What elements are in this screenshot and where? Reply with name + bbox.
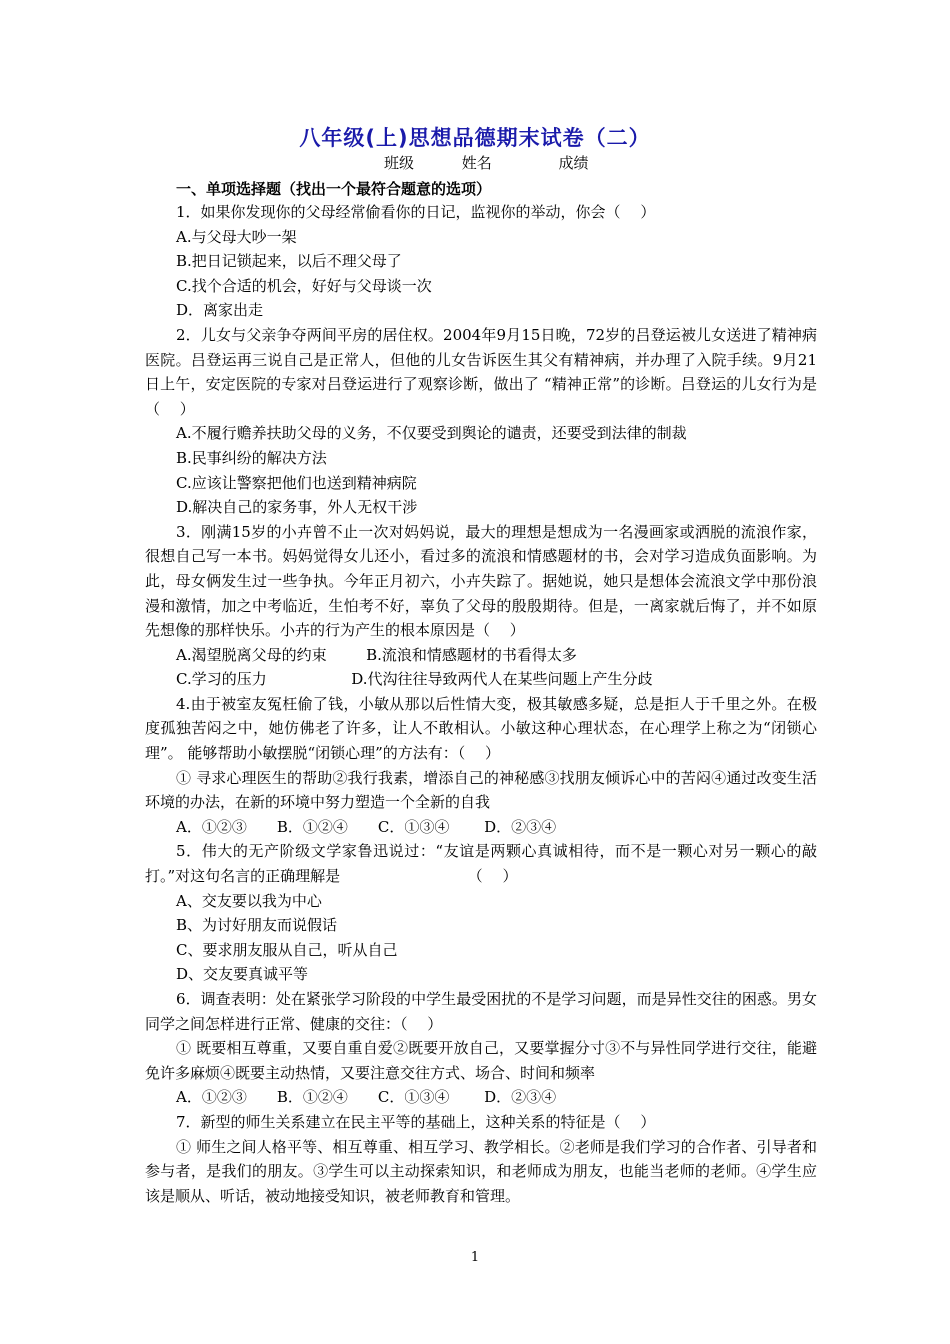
q2-option-a: A.不履行赡养扶助父母的义务，不仅要受到舆论的谴责，还要受到法律的制裁 bbox=[176, 424, 687, 443]
q7-stem: 7．新型的师生关系建立在民主平等的基础上，这种关系的特征是（ ） bbox=[176, 1112, 656, 1131]
q1-option-b: B.把日记锁起来，以后不理父母了 bbox=[176, 252, 402, 271]
q3-options-cd: C.学习的压力 D.代沟往往导致两代人在某些问题上产生分歧 bbox=[176, 670, 653, 689]
section-heading: 一、单项选择题（找出一个最符合题意的选项） bbox=[176, 180, 492, 198]
q4-stem: 4.由于被室友冤枉偷了钱，小敏从那以后性情大变，极其敏感多疑，总是拒人于千里之外。在极度孤独苦闷之中，她仿佛老了许多，让人不敢相认。小敏这种心理状态，在心理学上称之为“闭锁心理”。 能够帮助小敏摆脱“闭锁心理”的方法有：（ ） bbox=[145, 694, 817, 763]
q3-options-ab: A.渴望脱离父母的约束 B.流浪和情感题材的书看得太多 bbox=[176, 645, 577, 664]
student-info-line bbox=[384, 152, 589, 173]
q2-option-c: C.应该让警察把他们也送到精神病院 bbox=[176, 473, 417, 492]
q2-option-d: D.解决自己的家务事，外人无权干涉 bbox=[176, 498, 418, 517]
class-label: 班级 bbox=[384, 154, 415, 172]
q1-stem: 1．如果你发现你的父母经常偷看你的日记，监视你的举动，你会（ ） bbox=[176, 203, 656, 221]
q5-stem: 5．伟大的无产阶级文学家鲁迅说过：“友谊是两颗心真诚相待，而不是一颗心对另一颗心的敲打。”对这句名言的正确理解是 （ ） bbox=[145, 842, 817, 886]
q1-option-c: C.找个合适的机会，好好与父母谈一次 bbox=[176, 276, 432, 295]
q2-stem: 2．儿女与父亲争夺两间平房的居住权。2004年9月15日晚，72岁的吕登运被儿女送进了精神病医院。吕登运再三说自己是正常人，但他的儿女告诉医生其父有精神病，并办理了入院手续。9月21日上午，安定医院的专家对吕登运进行了观察诊断，做出了 “精神正常”的诊断。吕登运的儿女行为是（ ） bbox=[145, 325, 817, 418]
score-label: 成绩 bbox=[558, 154, 589, 172]
name-label: 姓名 bbox=[461, 154, 492, 172]
q3-stem: 3．刚满15岁的小卉曾不止一次对妈妈说，最大的理想是想成为一名漫画家或洒脱的流浪作家，很想自己写一本书。妈妈觉得女儿还小，看过多的流浪和情感题材的书，会对学习造成负面影响。为此，母女俩发生过一些争执。今年正月初六，小卉失踪了。据她说，她只是想体会流浪文学中那份浪漫和激情，加之中考临近，生怕考不好，辜负了父母的殷殷期待。但是，一离家就后悔了，并不如原先想像的那样快乐。小卉的行为产生的根本原因是（ ） bbox=[145, 522, 817, 640]
page-number: 1 bbox=[470, 1250, 480, 1265]
q5-option-c: C、要求朋友服从自己，听从自己 bbox=[176, 940, 398, 959]
q6-items: ① 既要相互尊重，又要自重自爱②既要开放自己，又要掌握分寸③不与异性同学进行交往，能避免许多麻烦④既要主动热情，又要注意交往方式、场合、时间和频率 bbox=[145, 1039, 817, 1082]
q1-option-a: A.与父母大吵一架 bbox=[176, 227, 297, 246]
questions-body bbox=[145, 200, 817, 1208]
q5-option-a: A、交友要以我为中心 bbox=[176, 891, 322, 910]
q6-stem: 6．调查表明：处在紧张学习阶段的中学生最受困扰的不是学习问题，而是异性交往的困惑。男女同学之间怎样进行正常、健康的交往：（ ） bbox=[145, 990, 817, 1033]
q4-items: ① 寻求心理医生的帮助②我行我素，增添自己的神秘感③找朋友倾诉心中的苦闷④通过改变生活环境的办法，在新的环境中努力塑造一个全新的自我 bbox=[145, 768, 817, 812]
q7-items: ① 师生之间人格平等、相互尊重、相互学习、教学相长。②老师是我们学习的合作者、引导者和参与者，是我们的朋友。③学生可以主动探索知识，和老师成为朋友，也能当老师的老师。④学生应该是顺从、听话，被动地接受知识，被老师教育和管理。 bbox=[145, 1137, 817, 1205]
exam-title: 八年级(上)思想品德期末试卷（二） bbox=[299, 126, 651, 150]
q4-choices: A．①②③ B．①②④ C．①③④ D．②③④ bbox=[176, 817, 557, 836]
q2-option-b: B.民事纠纷的解决方法 bbox=[176, 448, 327, 467]
q5-option-b: B、为讨好朋友而说假话 bbox=[176, 916, 338, 935]
q1-option-d: D．离家出走 bbox=[176, 301, 264, 320]
q6-choices: A．①②③ B．①②④ C．①③④ D．②③④ bbox=[176, 1088, 557, 1107]
q5-option-d: D、交友要真诚平等 bbox=[176, 965, 309, 984]
